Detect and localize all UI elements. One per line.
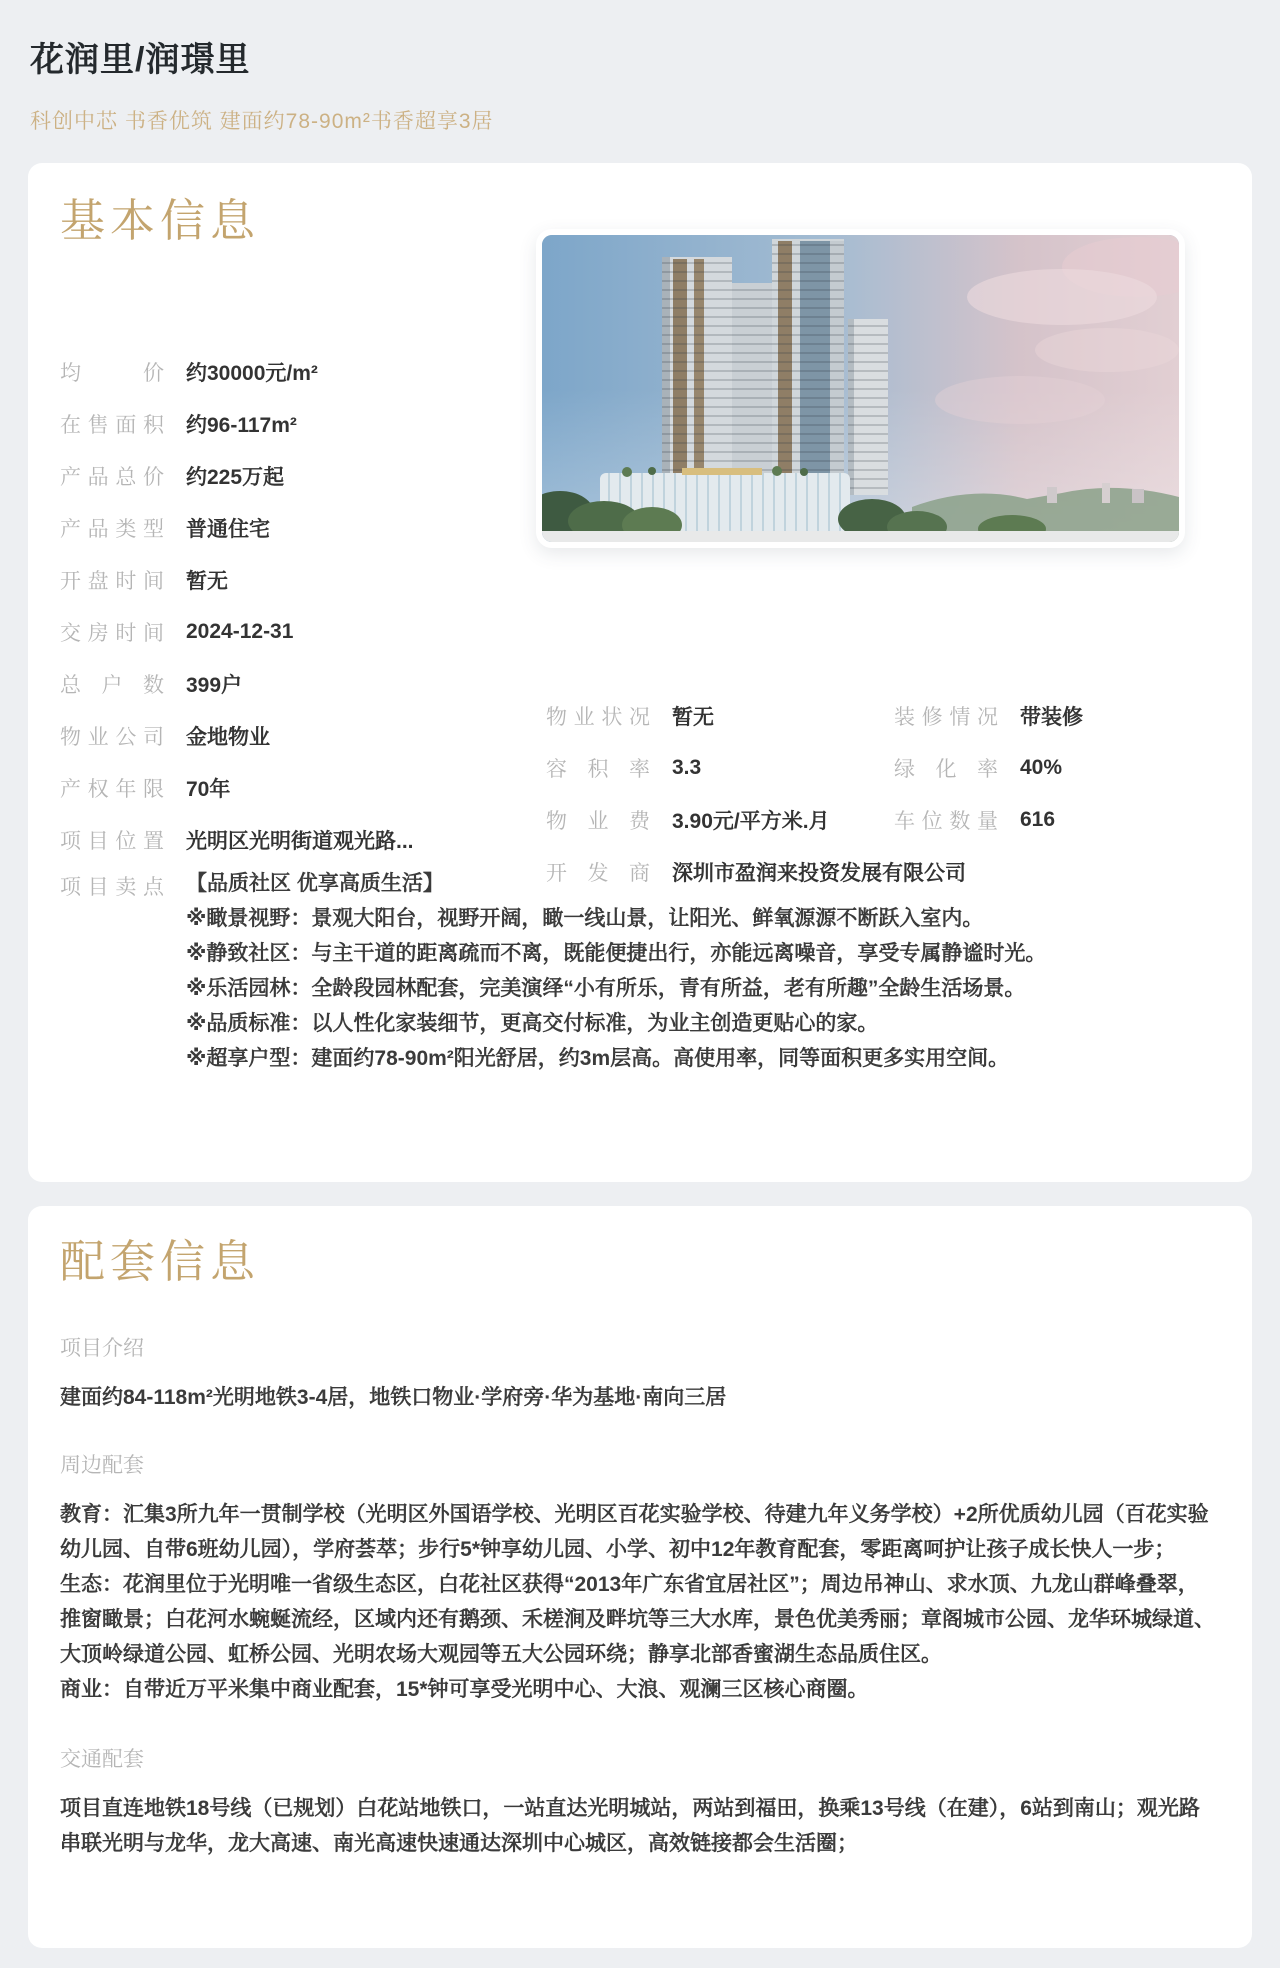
- info-label: 总户数: [60, 674, 164, 697]
- section-label: 周边配套: [60, 1454, 144, 1477]
- info-value: 399户: [186, 674, 243, 697]
- info-value: 3.3: [672, 756, 702, 779]
- tower-center: [772, 239, 844, 479]
- selling-point-line: ※乐活园林：全龄段园林配套，完美演绎“小有所乐，青有所益，老有所趣”全龄生活场景。: [186, 977, 1026, 1000]
- info-row-property-company: [60, 710, 540, 762]
- info-row-developer: [546, 846, 966, 898]
- info-value: 约96-117m²: [186, 414, 297, 437]
- section-paragraph-education: 教育：汇集3所九年一贯制学校（光明区外国语学校、光明区百花实验学校、待建九年义务学校）+2所优质幼儿园（百花实验幼儿园、自带6班幼儿园），学府荟萃；步行5*钟享幼儿园、小学、初中12年教育配套，零距离呵护让孩子成长快人一步；: [60, 1503, 1209, 1561]
- info-label: 在售面积: [60, 414, 164, 437]
- info-label: 绿化率: [894, 758, 998, 781]
- info-value: 深圳市盈润来投资发展有限公司: [672, 862, 966, 885]
- info-row-product-type: [60, 502, 540, 554]
- info-label: 项目位置: [60, 830, 164, 853]
- selling-point-line: ※静致社区：与主干道的距离疏而不离，既能便捷出行，亦能远离噪音，享受专属静谧时光。: [186, 942, 1047, 965]
- info-label: 交房时间: [60, 622, 164, 645]
- info-value: 带装修: [1020, 706, 1083, 729]
- basic-info-left-column: [60, 346, 540, 866]
- info-row-tenure: [60, 762, 540, 814]
- info-row-parking-count: [894, 794, 1224, 846]
- tower-right: [848, 319, 888, 495]
- info-label: 物业状况: [546, 706, 650, 729]
- info-row-total-households: [60, 658, 540, 710]
- selling-points-label: 项目卖点: [60, 876, 164, 899]
- property-rendering-art: [542, 235, 1179, 542]
- info-value: 616: [1020, 808, 1056, 831]
- info-label: 物业公司: [60, 726, 164, 749]
- basic-info-right-column: [894, 690, 1224, 846]
- info-value: 2024-12-31: [186, 620, 294, 643]
- info-label: 产品总价: [60, 466, 164, 489]
- page-title: 花润里/润璟里: [30, 41, 251, 79]
- info-row-location[interactable]: [60, 814, 540, 866]
- info-row-decoration: [894, 690, 1224, 742]
- section-paragraph-ecology: 生态：花润里位于光明唯一省级生态区，白花社区获得“2013年广东省宜居社区”；周边吊神山、求水顶、九龙山群峰叠翠，推窗瞰景；白花河水蜿蜒流经，区域内还有鹅颈、禾槎涧及畔坑等三大水库，景色优美秀丽；章阁城市公园、龙华环城绿道、大顶岭绿道公园、虹桥公园、光明农场大观园等五大公园环绕；静享北部香蜜湖生态品质住区。: [60, 1573, 1215, 1666]
- selling-point-line: ※瞰景视野：景观大阳台，视野开阔，瞰一线山景，让阳光、鲜氧源源不断跃入室内。: [186, 907, 984, 930]
- section-paragraph: 建面约84-118m²光明地铁3-4居，地铁口物业·学府旁·华为基地·南向三居: [60, 1386, 727, 1409]
- info-label: 产品类型: [60, 518, 164, 541]
- info-row-plot-ratio: [546, 742, 906, 794]
- info-value: 70年: [186, 778, 231, 801]
- page-subtitle: 科创中芯 书香优筑 建面约78-90m²书香超享3居: [30, 110, 494, 133]
- section-paragraph-traffic: 项目直连地铁18号线（已规划）白花站地铁口，一站直达光明城站，两站到福田，换乘13号线（在建），6站到南山；观光路串联光明与龙华，龙大高速、南光高速快速通达深圳中心城区，高效链接都会生活圈；: [60, 1797, 1200, 1855]
- amenities-card: [28, 1206, 1252, 1948]
- amenities-heading: 配套信息: [60, 1236, 261, 1287]
- info-label: 开盘时间: [60, 570, 164, 593]
- info-row-greening-rate: [894, 742, 1224, 794]
- property-rendering-image[interactable]: [536, 229, 1185, 548]
- section-surrounding-amenities: [60, 1449, 1216, 1707]
- info-row-property-status: [546, 690, 906, 742]
- info-label: 装修情况: [894, 706, 998, 729]
- info-value: 3.90元/平方米.月: [672, 810, 830, 833]
- basic-info-card: [28, 163, 1252, 1182]
- selling-point-line: ※品质标准：以人性化家装细节，更高交付标准，为业主创造更贴心的家。: [186, 1012, 879, 1035]
- info-label: 车位数量: [894, 810, 998, 833]
- info-row-area-on-sale: [60, 398, 540, 450]
- info-label: 均价: [60, 362, 164, 385]
- info-value: 暂无: [186, 570, 228, 593]
- selling-point-line: ※超享户型：建面约78-90m²阳光舒居，约3m层高。高使用率，同等面积更多实用空间。: [186, 1047, 1010, 1070]
- info-label: 开发商: [546, 862, 650, 885]
- section-label: 项目介绍: [60, 1337, 144, 1360]
- info-row-launch-date: [60, 554, 540, 606]
- info-value: 暂无: [672, 706, 714, 729]
- info-row-delivery-date: [60, 606, 540, 658]
- info-row-avg-price: [60, 346, 540, 398]
- selling-point-line: 【品质社区 优享高质生活】: [186, 872, 444, 895]
- tower-left: [662, 257, 774, 479]
- info-row-total-price: [60, 450, 540, 502]
- info-row-property-fee: [546, 794, 906, 846]
- info-label: 物业费: [546, 810, 650, 833]
- info-value: 光明区光明街道观光路...: [186, 830, 414, 853]
- section-paragraph-commerce: 商业：自带近万平米集中商业配套，15*钟可享受光明中心、大浪、观澜三区核心商圈。: [60, 1678, 869, 1701]
- info-value: 约30000元/m²: [186, 362, 318, 385]
- info-label: 容积率: [546, 758, 650, 781]
- info-value: 普通住宅: [186, 518, 270, 541]
- info-value: 约225万起: [186, 466, 285, 489]
- info-value: 金地物业: [186, 726, 270, 749]
- info-label: 产权年限: [60, 778, 164, 801]
- basic-info-heading: 基本信息: [60, 195, 261, 246]
- section-traffic-amenities: [60, 1743, 1216, 1861]
- section-project-intro: [60, 1332, 1216, 1415]
- info-value: 40%: [1020, 756, 1063, 779]
- ground: [542, 531, 1179, 542]
- section-label: 交通配套: [60, 1748, 144, 1771]
